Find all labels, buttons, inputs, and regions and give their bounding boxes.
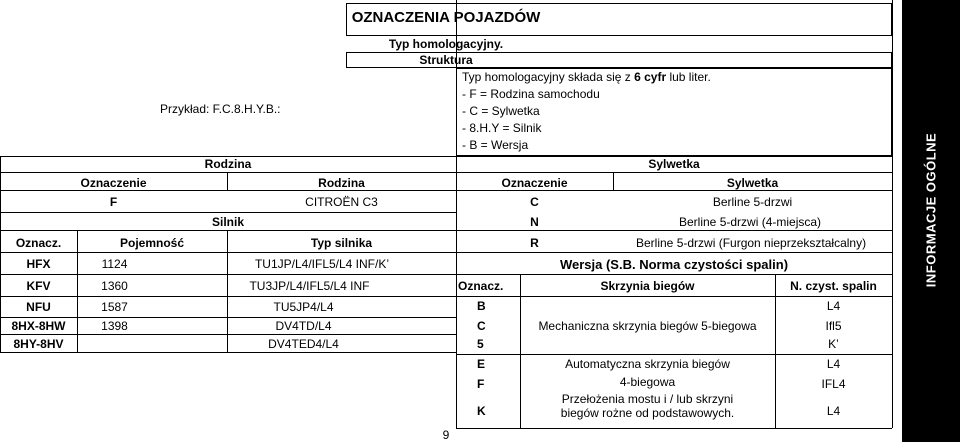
wersja-heading: Wersja (S.B. Norma czystości spalin) [559, 257, 789, 272]
sylwetka-code-3: R [530, 236, 539, 250]
gearbox-code-5: 5 [477, 337, 484, 351]
norm-f: IFL4 [821, 377, 846, 391]
gearbox-auto-line-2: 4-biegowa [619, 375, 676, 389]
silnik-col-code: Oznacz. [15, 236, 62, 250]
wersja-col-code: Oznacz. [458, 279, 504, 293]
structure-line-1: Typ homologacyjny składa się z 6 cyfr lub liter. [462, 70, 711, 84]
engine-code-5: 8HY-8HV [13, 337, 64, 351]
rodzina-col-code: Oznaczenie [80, 176, 147, 190]
sylwetka-name-1: Berline 5-drzwi [712, 195, 793, 209]
engine-type-3: TU5JP4/L4 [273, 300, 334, 314]
sylwetka-code-1: C [530, 195, 539, 209]
norm-b: L4 [826, 299, 841, 313]
gearbox-code-f: F [477, 377, 485, 391]
rodzina-heading: Rodzina [204, 157, 252, 171]
gearbox-code-c: C [477, 319, 486, 333]
silnik-heading: Silnik [211, 215, 244, 229]
gearbox-code-k: K [477, 404, 486, 418]
norm-c: Ifl5 [825, 319, 842, 333]
engine-code-1: HFX [26, 257, 51, 271]
example-label: Przykład: F.C.8.H.Y.B.: [160, 102, 281, 116]
structure-line-3: - C = Sylwetka [462, 104, 540, 118]
wersja-col-norm: N. czyst. spalin [790, 279, 877, 293]
gearbox-manual-description: Mechaniczna skrzynia biegów 5-biegowa [538, 319, 757, 333]
rodzina-col-name: Rodzina [318, 176, 365, 190]
engine-capacity-4: 1398 [101, 319, 128, 333]
wersja-col-gearbox: Skrzynia biegów [600, 279, 695, 293]
page-title: OZNACZENIA POJAZDÓW [351, 9, 541, 26]
engine-capacity-3: 1587 [101, 300, 128, 314]
rodzina-code: F [109, 195, 118, 209]
gearbox-code-b: B [477, 299, 486, 313]
sylwetka-col-name: Sylwetka [726, 176, 779, 190]
gearbox-auto-line-1: Automatyczna skrzynia biegów [565, 357, 730, 371]
structure-line-5: - B = Wersja [462, 138, 529, 152]
sylwetka-heading: Sylwetka [648, 157, 700, 171]
page-subtitle: Typ homologacyjny. [388, 37, 504, 51]
structure-line-4: - 8.H.Y = Silnik [462, 121, 542, 135]
page-number: 9 [442, 428, 450, 442]
sidebar-label: INFORMACJE OGÓLNE [923, 132, 939, 288]
engine-type-4: DV4TD/L4 [275, 319, 332, 333]
sylwetka-col-code: Oznaczenie [501, 176, 568, 190]
structure-line-2: - F = Rodzina samochodu [462, 87, 600, 101]
sylwetka-code-2: N [530, 215, 539, 229]
section-title: Struktura [419, 53, 473, 67]
engine-capacity-1: 1124 [101, 257, 128, 271]
rodzina-name: CITROËN C3 [305, 195, 378, 209]
engine-code-4: 8HX-8HW [11, 319, 66, 333]
norm-e: L4 [826, 357, 841, 371]
norm-5: K’ [828, 337, 839, 351]
sylwetka-name-3: Berline 5-drzwi (Furgon nieprzekształcalny) [636, 236, 867, 250]
gearbox-auto-line-4: biegów rożne od podstawowych. [560, 406, 735, 420]
engine-code-2: KFV [26, 279, 51, 293]
engine-type-1: TU1JP/L4/IFL5/L4 INF/K’ [254, 257, 390, 271]
norm-k: L4 [826, 404, 841, 418]
engine-type-5: DV4TED4/L4 [268, 337, 339, 351]
gearbox-auto-line-3: Przełożenia mostu i / lub skrzyni [561, 392, 734, 406]
engine-capacity-2: 1360 [101, 279, 128, 293]
gearbox-code-e: E [477, 357, 486, 371]
engine-type-2: TU3JP/L4/IFL5/L4 INF [249, 279, 370, 293]
silnik-col-capacity: Pojemność [119, 236, 185, 250]
sidebar-tab [902, 0, 960, 442]
silnik-col-type: Typ silnika [310, 236, 373, 250]
engine-code-3: NFU [26, 300, 51, 314]
sylwetka-name-2: Berline 5-drzwi (4-miejsca) [679, 215, 822, 229]
